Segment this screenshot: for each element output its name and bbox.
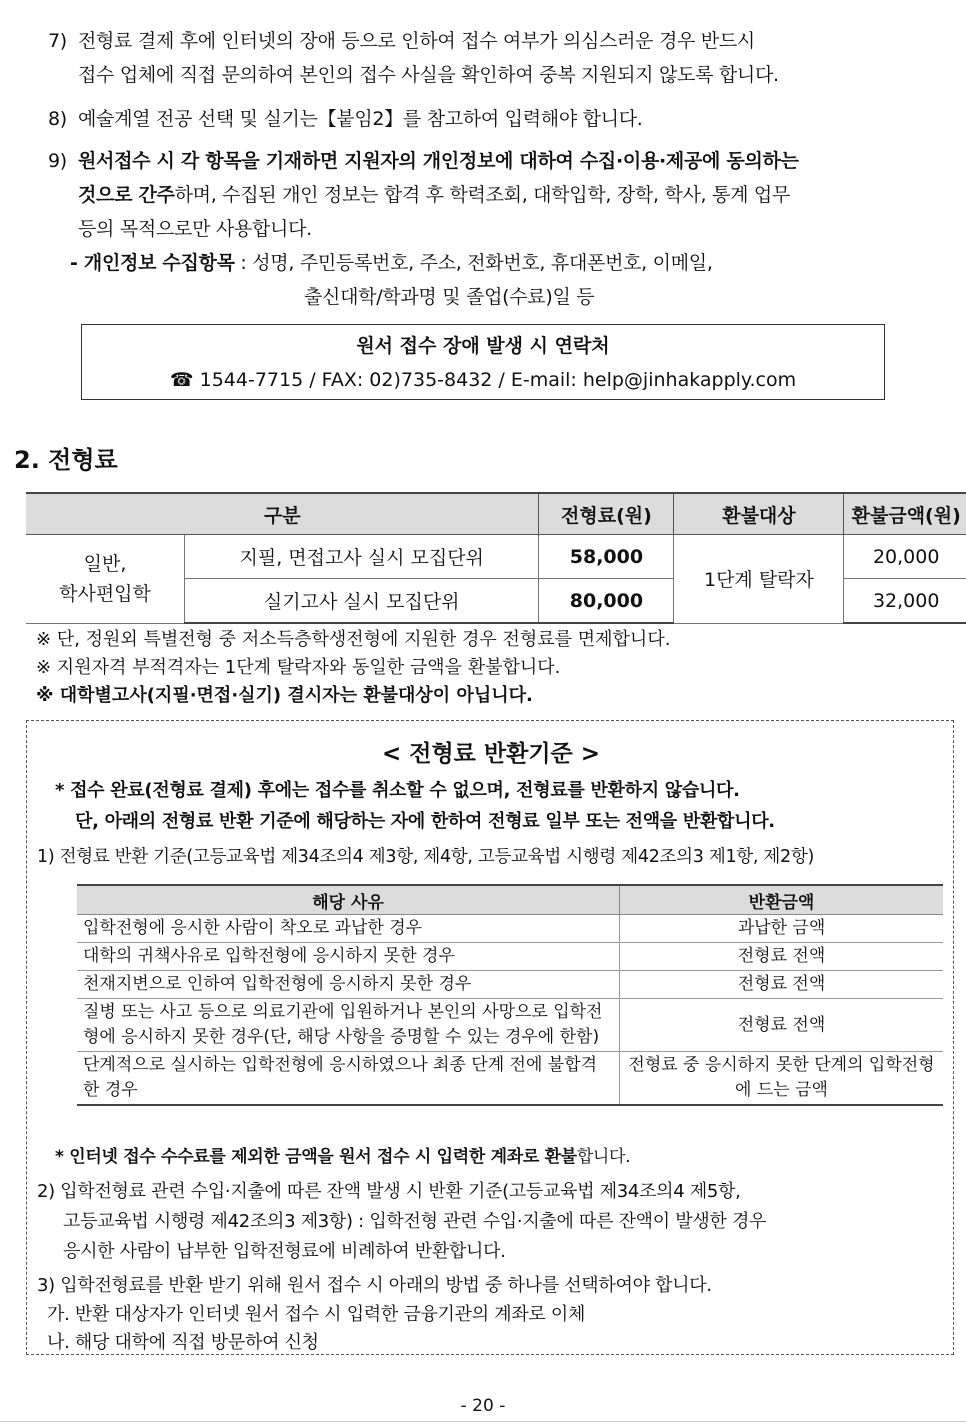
refund-point-1: 1) 전형료 반환 기준(고등교육법 제34조의4 제3항, 제4항, 고등교육법 시행령 제42조의3 제1항, 제2항) [37,847,815,867]
reason-cell: 대학의 귀책사유로 입학전형에 응시하지 못한 경우 [77,943,620,971]
refund-account-rest: 합니다. [576,1147,631,1167]
collect-items-cont: 출신대학/학과명 및 졸업(수료)일 등 [304,286,595,308]
table-row [77,943,943,971]
refund-method-b: 나. 해당 대학에 직접 방문하여 신청 [47,1332,319,1353]
reason-cell: 입학전형에 응시한 사람이 착오로 과납한 경우 [77,915,620,943]
amount-cell: 전형료 전액 [620,943,944,971]
reason-cell: 천재지변으로 인하여 입학전형에 응시하지 못한 경우 [77,971,620,999]
table-row [77,915,943,943]
usage-text-cont: 등의 목적으로만 사용합니다. [78,218,312,240]
fee-table [26,492,966,624]
refund-point-2-cont: 고등교육법 시행령 제42조의3 제3항) : 입학전형 관련 수입·지출에 따른 잔액이 발생한 경우 [63,1211,767,1232]
refund-amount-cell: 32,000 [844,579,966,624]
reason-cell: 질병 또는 사고 등으로 의료기관에 입원하거나 본인의 사망으로 입학전형에 응시하지 못한 경우(단, 해당 사항을 증명할 수 있는 경우에 한함) [77,999,620,1052]
collect-label: - 개인정보 수집항목 [70,252,235,274]
fee-cell: 58,000 [539,535,674,579]
table-row [26,535,966,579]
notice-item-9 [48,144,954,314]
item-text: 전형료 결제 후에 인터넷의 장애 등으로 인하여 접수 여부가 의심스러운 경우 반드시 [78,30,755,52]
note-item: ※ 대학별고사(지필·면접·실기) 결시자는 환불대상이 아닙니다. [36,685,533,706]
amount-cell: 과납한 금액 [620,915,944,943]
phone-icon: ☎ [169,369,194,391]
amount-cell: 전형료 전액 [620,971,944,999]
fee-notes [36,626,670,710]
note-item: ※ 지원자격 부적격자는 1단계 탈락자와 동일한 금액을 환불합니다. [36,657,561,678]
header-fee: 전형료(원) [539,493,674,535]
unit-cell: 지필, 면접고사 실시 모집단위 [185,535,539,579]
item-text-cont: 접수 업체에 직접 문의하여 본인의 접수 사실을 확인하여 중복 지원되지 않도록 합니다. [78,64,779,86]
amount-cell: 전형료 전액 [620,999,944,1052]
usage-text: 하며, 수집된 개인 정보는 합격 후 학력조회, 대학입학, 장학, 학사, 통계 업무 [174,184,790,206]
group-cell: 일반, 학사편입학 [26,535,185,624]
item-number: 7) [48,30,67,52]
page-number: - 20 - [460,1396,506,1416]
refund-star-note: * 접수 완료(전형료 결제) 후에는 접수를 취소할 수 없으며, 전형료를 반환하지 않습니다. [55,780,740,801]
collect-items: : 성명, 주민등록번호, 주소, 전화번호, 휴대폰번호, 이메일, [234,252,713,274]
refund-box-title: < 전형료 반환기준 > [381,741,601,767]
contact-info: 1544-7715 / FAX: 02)735-8432 / E-mail: help@jinhakapply.com [199,369,797,391]
fee-cell: 80,000 [539,579,674,624]
refund-amount-cell: 20,000 [844,535,966,579]
header-reason: 해당 사유 [77,885,620,915]
unit-cell: 실기고사 실시 모집단위 [185,579,539,624]
contact-box [81,324,885,400]
refund-target-cell: 1단계 탈락자 [674,535,844,624]
consent-text: 원서접수 시 각 항목을 기재하면 지원자의 개인정보에 대하여 수집·이용·제공에 동의하는 [78,150,799,172]
refund-account-bold: * 인터넷 접수 수수료를 제외한 금액을 원서 접수 시 입력한 계좌로 환불 [55,1147,577,1167]
note-item: ※ 단, 정원외 특별전형 중 저소득층학생전형에 지원한 경우 전형료를 면제합니다. [36,629,671,650]
refund-point-3: 3) 입학전형료를 반환 받기 위해 원서 접수 시 아래의 방법 중 하나를 선택하여야 합니다. [37,1275,712,1296]
contact-title: 원서 접수 장애 발생 시 연락처 [356,335,610,357]
item-number: 9) [48,150,67,172]
table-row [77,1052,943,1106]
refund-criteria-box [26,720,954,1355]
notice-item-8 [48,102,954,136]
refund-method-a: 가. 반환 대상자가 인터넷 원서 접수 시 입력한 금융기관의 계좌로 이체 [47,1304,586,1325]
header-refund-amount: 환불금액(원) [844,493,966,535]
refund-reason-table [77,884,943,1106]
table-row [77,999,943,1052]
header-category: 구분 [26,493,539,535]
refund-point-2-cont: 응시한 사람이 납부한 입학전형료에 비례하여 반환합니다. [63,1241,506,1262]
table-row [77,971,943,999]
header-refund-target: 환불대상 [674,493,844,535]
refund-account-note [55,1142,630,1172]
section-title: 2. 전형료 [14,446,118,474]
refund-point-2: 2) 입학전형료 관련 수입·지출에 따른 잔액 발생 시 반환 기준(고등교육법 제34조의4 제5항, [37,1181,741,1202]
item-text: 예술계열 전공 선택 및 실기는【붙임2】를 참고하여 입력해야 합니다. [78,108,643,130]
header-amount: 반환금액 [620,885,944,915]
reason-cell: 단계적으로 실시하는 입학전형에 응시하였으나 최종 단계 전에 불합격한 경우 [77,1052,620,1106]
bottom-rule [0,1421,966,1422]
notice-item-7 [48,24,954,92]
item-number: 8) [48,108,67,130]
consent-text-cont: 것으로 간주 [78,184,175,206]
refund-star-note-cont: 단, 아래의 전형료 반환 기준에 해당하는 자에 한하여 전형료 일부 또는 전액을 반환합니다. [75,811,775,832]
amount-cell: 전형료 중 응시하지 못한 단계의 입학전형에 드는 금액 [620,1052,944,1106]
